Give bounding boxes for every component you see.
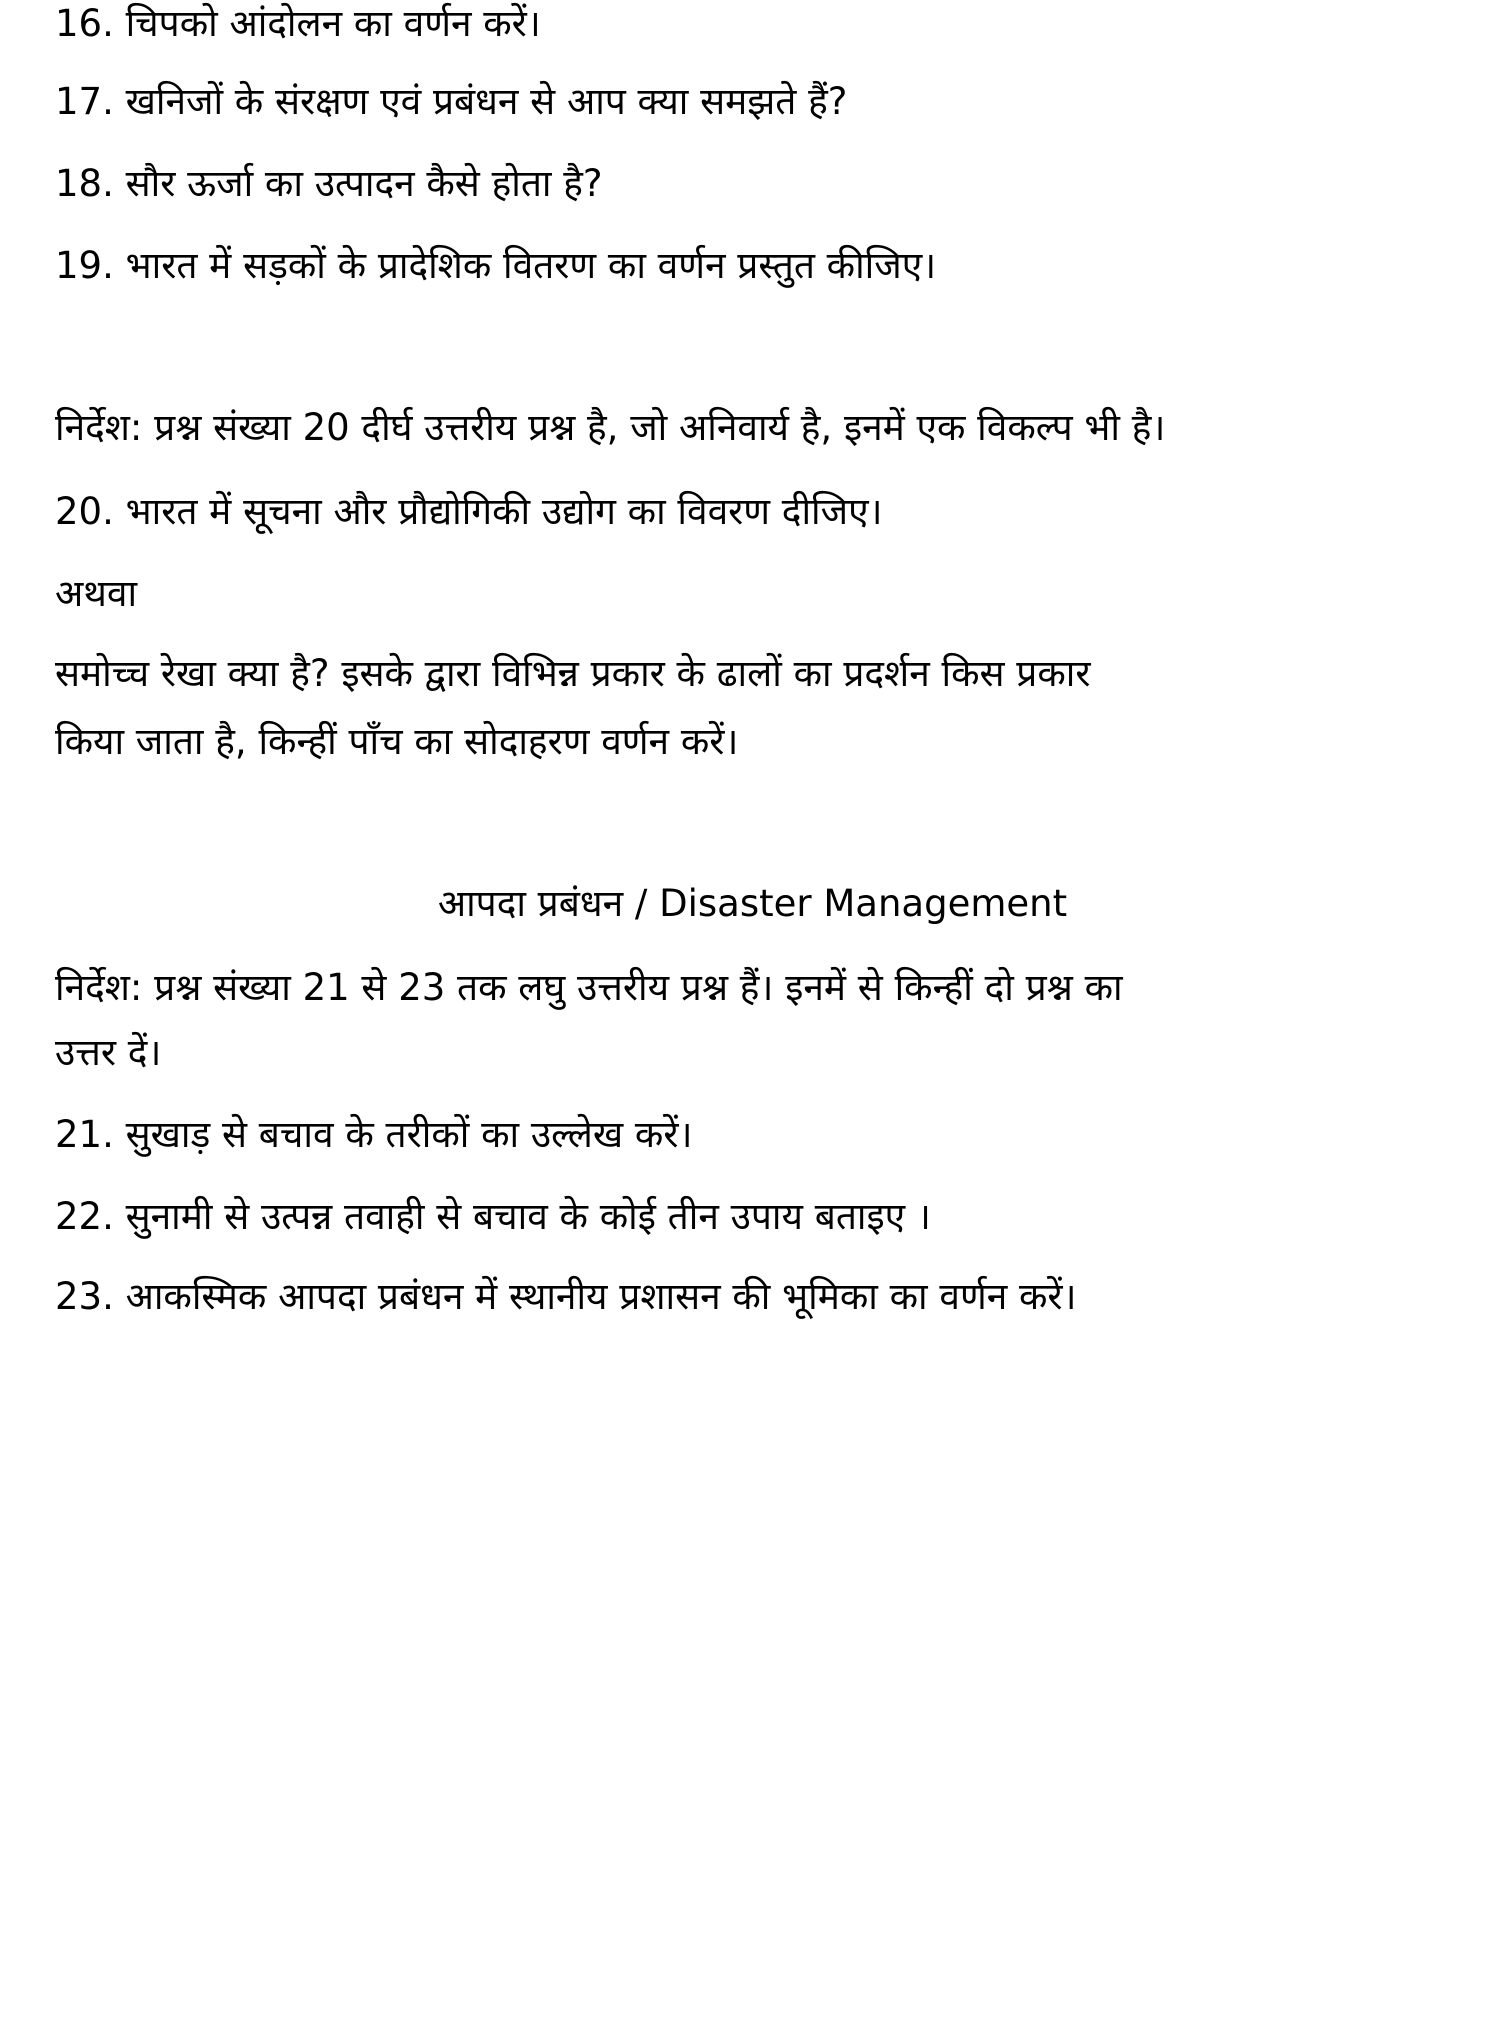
question-17: 17. खनिजों के संरक्षण एवं प्रबंधन से आप क्या समझते हैं? [55, 80, 848, 123]
question-20: 20. भारत में सूचना और प्रौद्योगिकी उद्योग का विवरण दीजिए। [55, 490, 883, 533]
question-18: 18. सौर ऊर्जा का उत्पादन कैसे होता है? [55, 162, 603, 205]
question-23: 23. आकस्मिक आपदा प्रबंधन में स्थानीय प्रशासन की भूमिका का वर्णन करें। [55, 1275, 1077, 1318]
question-22: 22. सुनामी से उत्पन्न तवाही से बचाव के कोई तीन उपाय बताइए । [55, 1195, 931, 1238]
instruction-q20: निर्देश: प्रश्न संख्या 20 दीर्घ उत्तरीय प्रश्न है, जो अनिवार्य है, इनमें एक विकल्प भी है। [55, 406, 1166, 449]
section-heading: आपदा प्रबंधन / Disaster Management [437, 882, 1068, 925]
question-21: 21. सुखाड़ से बचाव के तरीकों का उल्लेख करें। [55, 1113, 693, 1156]
question-16: 16. चिपको आंदोलन का वर्णन करें। [55, 2, 541, 45]
instruction-q21-line2: उत्तर दें। [55, 1031, 162, 1074]
question-20-alternative-line2: किया जाता है, किन्हीं पाँच का सोदाहरण वर्णन करें। [55, 720, 739, 763]
instruction-q21-line1: निर्देश: प्रश्न संख्या 21 से 23 तक लघु उत्तरीय प्रश्न हैं। इनमें से किन्हीं दो प्रश्न का [55, 966, 1123, 1009]
question-20-alternative-line1: समोच्च रेखा क्या है? इसके द्वारा विभिन्न प्रकार के ढालों का प्रदर्शन किस प्रकार [55, 652, 1091, 695]
or-label: अथवा [55, 572, 138, 615]
question-19: 19. भारत में सड़कों के प्रादेशिक वितरण का वर्णन प्रस्तुत कीजिए। [55, 244, 937, 287]
